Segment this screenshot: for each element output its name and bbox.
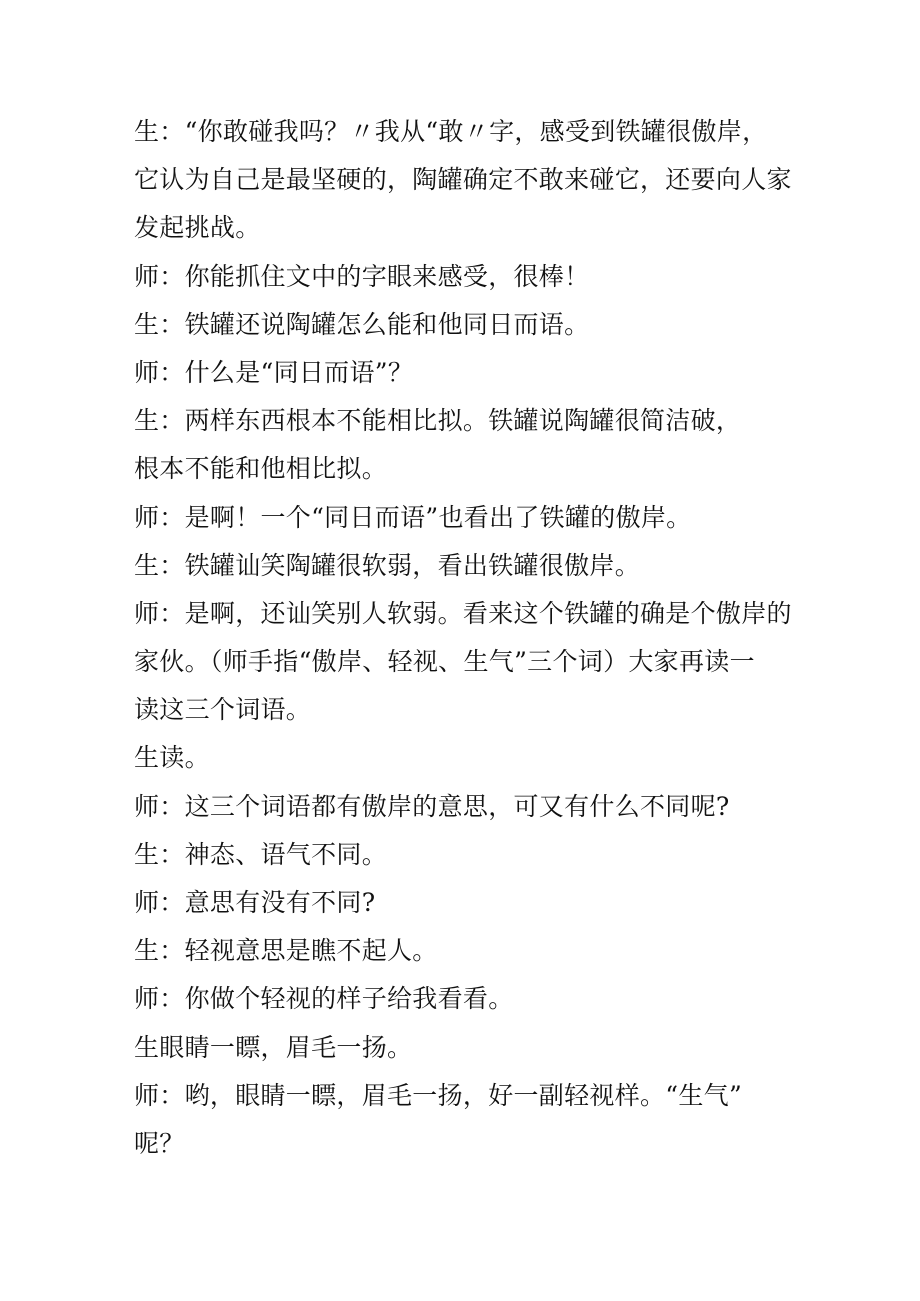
text-line: 呢？ [134,1128,185,1158]
text-line: 师：哟，眼睛一瞟，眉毛一扬，好一副轻视样。“生气” [134,1080,743,1110]
text-line: 发起挑战。 [134,213,261,243]
text-line: 生：铁罐还说陶罐怎么能和他同日而语。 [134,309,590,339]
text-line: 它认为自己是最坚硬的，陶罐确定不敢来碰它，还要向人家 [134,165,792,195]
text-line: 师：意思有没有不同? [134,888,376,917]
text-line: 生：铁罐讪笑陶罐很软弱，看出铁罐很傲岸。 [134,550,641,580]
text-line: 生读。 [134,743,210,773]
text-line: 生：“你敢碰我吗？〃我从“敢〃字，感受到铁罐很傲岸， [134,117,768,146]
document-body [134,108,794,1168]
text-line: 生：轻视意思是瞧不起人。 [134,936,438,966]
text-line: 生：神态、语气不同。 [134,839,388,869]
text-line: 读这三个词语。 [134,695,312,725]
text-line: 根本不能和他相比拟。 [134,454,388,484]
text-line: 师：你做个轻视的样子给我看看。 [134,984,514,1014]
text-line: 师：是啊，还讪笑别人软弱。看来这个铁罐的确是个傲岸的 [134,598,792,628]
text-line: 生：两样东西根本不能相比拟。铁罐说陶罐很简洁破， [134,406,742,436]
text-line: 生眼睛一瞟，眉毛一扬。 [134,1032,413,1062]
text-line: 家伙。（师手指“傲岸、轻视、生气”三个词）大家再读一 [134,647,755,677]
text-line: 师：是啊！一个“同日而语”也看出了铁罐的傲岸。 [134,502,692,532]
text-line: 师：你能抓住文中的字眼来感受，很棒！ [134,261,590,291]
text-line: 师：这三个词语都有傲岸的意思，可又有什么不同呢? [134,791,730,821]
text-line: 师：什么是“同日而语”？ [134,357,414,387]
